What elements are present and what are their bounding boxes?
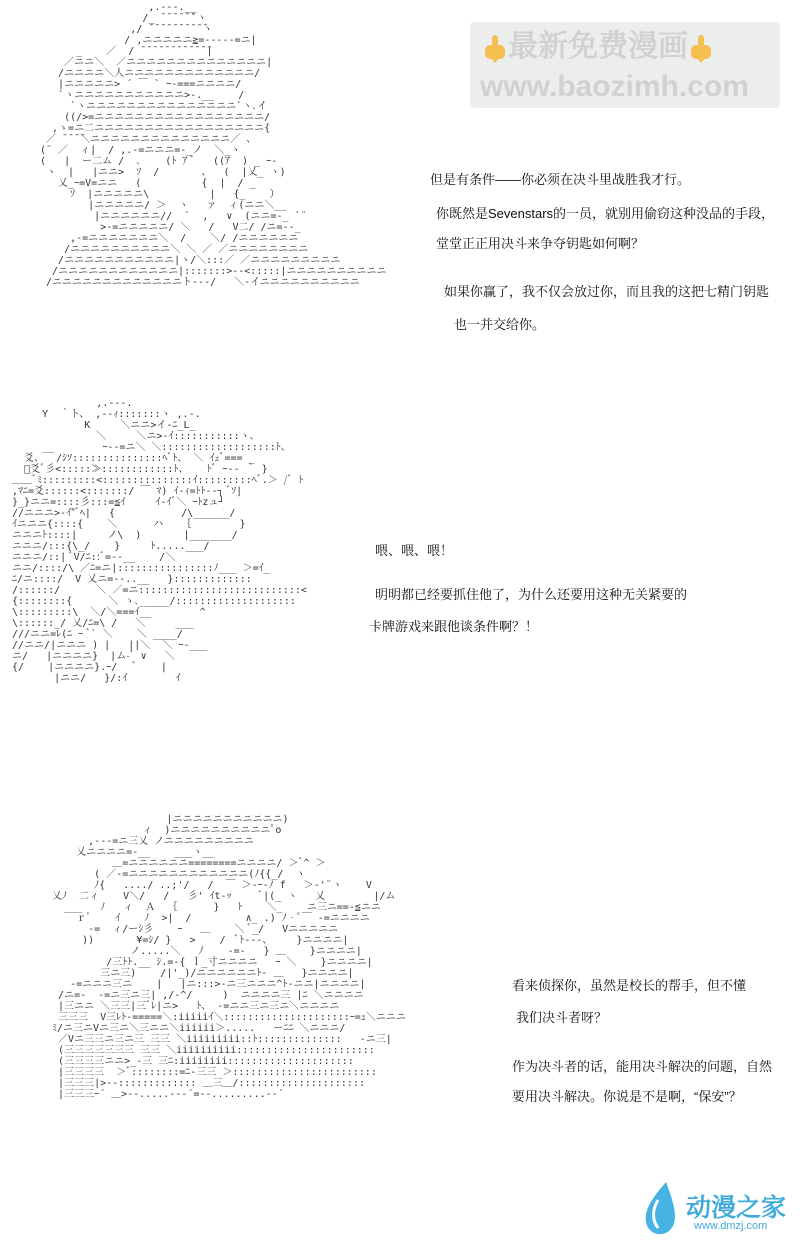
dialog-line: 堂堂正正用决斗来争夺钥匙如何啊？ xyxy=(436,236,645,251)
watermark-logo-bottom xyxy=(640,1180,790,1242)
watermark-site-name: 动漫之家 xyxy=(686,1194,787,1222)
dialog-line: 我们决斗者呀？ xyxy=(516,1010,608,1025)
dialog-line: 你既然是Sevenstars的一员，就别用偷窃这种没品的手段， xyxy=(436,206,775,221)
dialog-line: 卡牌游戏来跟他谈条件啊？！ xyxy=(369,619,539,634)
watermark-banner-top xyxy=(470,22,780,108)
dialog-line: 明明都已经要抓住他了，为什么还要用这种无关紧要的 xyxy=(375,587,688,602)
ascii-art-character-1: ,.-‐-.__ /_ ̄ ̄ ̄ ̄ ̄ ̄`ヽ ,/ ̄ ̄ ̄ ̄ ̄ ̄ ̄ ̄ ̄ ̄ヽ / ,ニニニニニ≧=‐-‐-‐=ニ| _ ／ / ̄ ̄ ̄ ̄ ̄ ̄ ̄ ̄ ̄ ̄ ̄ ̄| ／ニニ＼ ／ニニニニニニニニニニニニニニ| /ニニニニ＼人ニニニニニニニニニニニニニ/ |ニニニニニ> ´ ￣ ` ｰ-===ニニニニ/ `ヽニニニニニニニニニニニ>-.__ / `ヽニニニニニニニニニニニニニニニ`ヽ､イ ((/>=ニニニニニニニニニニニニニニニニニ/ ,ゝ=ニ二ニニニニニニニニニニニニニニニニニ{ ／ ̄ ̄ ̄ ̄＼ニニニニニニニニニニニニニニ／ 、 (¨ ／ ィ| / ,.-=ニニニ=-_ノ ＼_ヽ ( | ー二ム / ､ (ﾄ ｱ ﾞ ((ｱ ) _ ｰ- ヽ | |ニニ> ｿ / 、 ( |乂_ ヽ) 乂_ｰ=V=ニニ ( { | / _ ｿ |ニニニニニ\ | {_ ） |ニニニニニ/ ＞ ヽ ァ ィ(ニニ＼__ |ニニニニニニ// ` , ∨ (ニニ=-_ `¨ >-=ニニニニニ/ ＼ / V二/ /ニ=‐-_ ,-=ニニニニニニニ＼ / ＼/ /ニニニニニニ /ニニニニニニニニニニ＼ ＼ ／ ／ニニニニニニニニ /ニニニニニニニニニニニ|ヽ/＼:::／ ／ニニニニニニニニニ /ニニニニニニニニニニニニ|:::::::>--<:::::|ニニニニニニニニニニ /ニニニニニニニニニニニニニト---/ ＼-イニニニニニニニニニニ xyxy=(40,2,387,288)
dialog-line: 也一并交给你。 xyxy=(454,317,546,332)
ascii-art-character-3: |ニニニニニニニニニニニ) ィ )ニニニニニニニニニニﾟo ,--‐=ニ三乂 ノニニニニニニニニニ 乂ニニニニ=-__ ___ヽ__ ＿=ニニニニニニ========ニニニニ/ ＞ﾞ^ ＞ ( ／‐=ニニニニニニニニニニニニ(ﾉ{{_/ ヽ ﾉ{ ..../ ..;'/ / ￣ ＞-ｰ‐ﾉ f ＞‐'¨ヽ V 乂ﾉ 二ィ V＼/ / 彡' ｲt-ｯ ﾞ|(_ ヽ 乂 |/ム ___ ﾉ ィ Ａ ｛ } ﾄ ＼_ ニ三ニ==‐≦ニニ ｒﾞ ｲ ﾉ >| / ∧_ .) ﾉ‐ﾟ￣ -=ニニニニ ‐= ィ/ーｼ彡 ｰ ＿ ＼ ﾞ_/ Vニニニニニ )) ¥=ｼ/ } > / ﾞﾄ---、 }ニニニニ| ノ.....＼ ﾉ -=‐ } ＿ }ニニニニ| /三ﾄﾄ.__ ｼ.=-{ ｌ_寸ニニニニ ｰ ＼ }ニニニニ| 三ニ三) /|'_)/ニニニニニニﾄ‐ ＿ }ニニニニ| ‐=ニニニ三ニ | |ニ:::>-ニ三ニニニ^ﾄ-ニニ|ニニニニ| /ニ=‐ ‐=ニ三ニ三| ,/‐^/ ) ニニニニ三 |ﾆ ＼ニニニニ |三ニニ ＼三三|三ﾞﾚ|ニ> ﾄ、 ‐=ニニ三ニ三ニ＼ニニニニ 三三三 V三ﾚﾄ-=====＼:iiiiiｲ＼:::::::::::::::::::::ｰ=ｭ＼ニニニ ﾐ/ニ三ニVニ三ニ＼三ニニ＼iiiiii＞..... ーﾆﾆ ＼ニニニ/ ／Vニ三三ニ三ニ三 三三 ＼iiiiiiiii::ﾄ:::::::::::::: ‐ニ三| (三三三三三三三 三三 ＼iiiiiiiiii::::::::::::::::::::::: (三三三三ニニ>_‐三 三ﾆ:iiiiiiii::::::::::::::::::::: |三三三三 ＞ﾞ::::::::=ﾆ‐三三 ＞:::::::::::::::::::::::: |三三三|>-‐::::::::::::: ＿三＿/::::::::::::::::::::: |三三三ｰ´ ＿>‐-.....--‐´=‐-.........--´ xyxy=(52,814,406,1100)
watermark-line2: www.baozimh.com xyxy=(480,70,749,103)
dialog-line: 作为决斗者的话，能用决斗解决的问题，自然 xyxy=(512,1059,773,1074)
watermark-site-url: www.dmzj.com xyxy=(694,1220,768,1232)
dialog-line: 要用决斗解决。你说是不是啊，“保安”？ xyxy=(512,1089,742,1104)
water-drop-icon xyxy=(640,1180,684,1240)
dialog-line: 如果你赢了，我不仅会放过你，而且我的这把七精门钥匙 xyxy=(444,284,770,299)
dialog-line: 喂、喂、喂！ xyxy=(375,543,454,558)
ascii-art-character-2: ,.-‐-. Y ｀ト、 ,--ｨ:::::::ヽ ,.-. K ＼ニニ>イ‐ﾆ_L_ ＼ ＼ニ>‐ｲ:::::::::::ヽ、 __ ｰ-‐=ニ＼ ＼:::::::::::::::::::ﾄ、 爻、 /ｼｿ:::::::::::::::ﾍﾞﾄ、 ＼ ｲｪﾞ=== _ ﾞ爻ﾞ彡<:::::≫::::::::::::ﾄ、 ﾄﾞ ｰ-- ｀ } ＿＿ﾞﾐ:::::::::<:::::::::::::::ｲ:::::::::ﾍﾞ.＞ /ﾞ ﾄ ,ﾏﾆ=爻::::::<:::::::/ ￣ ﾏ) ｲ-ｨ=ﾄﾄ--┐ ﾞｿ| }_}ニニ=::::彡:::=≦ｲ ｲ-ｲﾞ＼ ｰﾄzュ┘ //ニニニ>-ｲ"ﾞﾍ| { /\______/ ｲニニニ{::::{ ＼ ハ ｛ } ニニニﾄ::::| ノ\ ) |_______/ ニニニ/:::{\_/ } ﾄ.....___/ ニニニ/::| ﾞV/ﾆ::ﾞ=‐-__ /＼ ニニ/::::/\ ／ﾆ=ニ|::::::::::::::::ﾉ___ ＞=ｲ_ ﾆ/ニ::::/ V 乂ニ=‐-..__ }::::::::::::: /::::::/ ＼ ／=ニ:::::::::::::::::::::::::::< {::::::::{ ＼ ゝ､_____/:::::::::::::::::::: \:::::::::\ ＼/＼===ｲ__ ^ \::::::_/ 乂/ﾆ=\ / ＼ ___ ///ニニ=ﾚ(ﾆ ｰ ﾞ` ＼ ＼ ____/ //ニニ/|ニニニ ) | ||＼ ＼ ｰ-___ ニ/ |ニニニニ} |ム-ﾞ ∨ ＼ {/ |ニニニニ}.ｰ/ ﾞ | |ニニ/ }/:ｲ ｲ xyxy=(12,398,307,684)
dialog-line: 但是有条件——你必须在决斗里战胜我才行。 xyxy=(430,172,691,187)
pointing-hand-icon xyxy=(688,33,714,63)
watermark-line1: 最新免费漫画 xyxy=(482,28,714,66)
pointing-hand-icon xyxy=(482,33,508,63)
dialog-line: 看来侦探你，虽然是校长的帮手，但不懂 xyxy=(512,978,747,993)
